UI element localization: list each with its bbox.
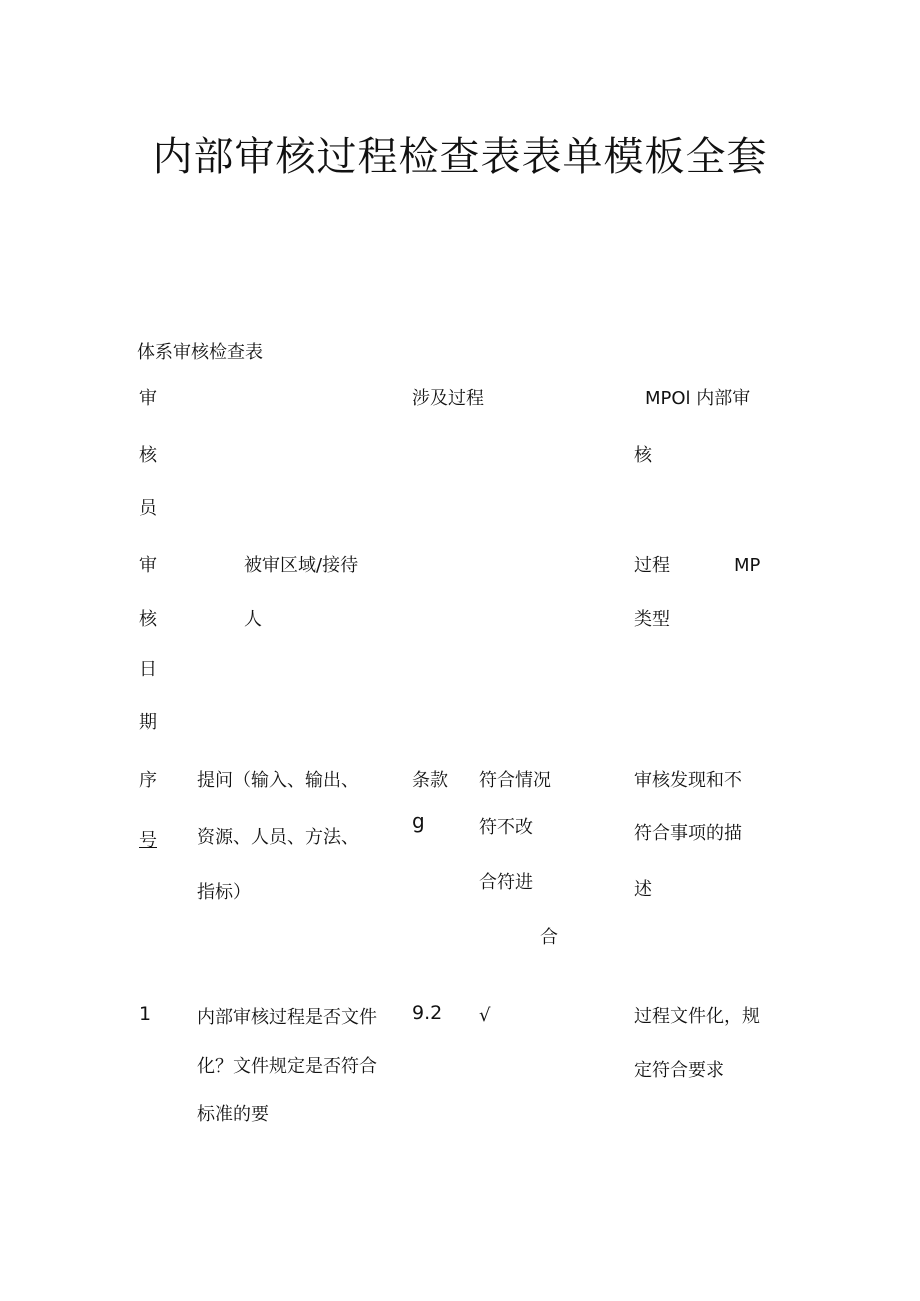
header-conformity-line: 符不改 [479, 817, 533, 838]
header-finding-line: 述 [634, 879, 652, 900]
form-name: 体系审核检查表 [137, 342, 263, 363]
header-conformity-line: 合 [540, 927, 558, 948]
audit-date-label-char: 审 [139, 555, 157, 576]
header-clause-line: g [412, 809, 425, 833]
header-clause-line: 条款 [412, 770, 448, 791]
header-question-line: 提问（输入、输出、 [197, 770, 359, 791]
row-question-line: 化？文件规定是否符合 [197, 1056, 377, 1077]
header-question-line: 资源、人员、方法、 [197, 827, 359, 848]
process-label: 涉及过程 [412, 388, 484, 409]
process-type-value: MP [734, 555, 761, 576]
auditor-label-char: 审 [139, 388, 157, 409]
audit-date-label-char: 日 [139, 659, 157, 680]
auditor-label-char: 员 [139, 498, 157, 519]
page-title: 内部审核过程检查表表单模板全套 [152, 134, 768, 180]
row-clause: 9.2 [412, 1002, 443, 1024]
header-seq-line: 号 [139, 830, 157, 851]
process-type-label-line: 类型 [634, 609, 670, 630]
process-value-line: MPOl 内部审 [645, 388, 751, 409]
audit-date-label-char: 核 [139, 609, 157, 630]
row-question-line: 标准的要 [197, 1104, 269, 1125]
header-seq-line: 序 [139, 770, 157, 791]
header-conformity-line: 符合情况 [479, 770, 551, 791]
row-finding-line: 过程文件化，规 [634, 1006, 760, 1027]
header-finding-line: 符合事项的描 [634, 823, 742, 844]
row-question-line: 内部审核过程是否文件 [197, 1007, 377, 1028]
process-value-line: 核 [634, 445, 652, 466]
row-seq: 1 [139, 1003, 152, 1025]
row-conformity-check: √ [479, 1005, 491, 1026]
audit-date-label-char: 期 [139, 712, 157, 733]
header-finding-line: 审核发现和不 [634, 770, 742, 791]
audited-area-label-line: 人 [244, 609, 262, 630]
header-conformity-line: 合符进 [479, 872, 533, 893]
row-finding-line: 定符合要求 [634, 1060, 724, 1081]
header-question-line: 指标） [197, 882, 251, 903]
process-type-label-line: 过程 [634, 555, 670, 576]
audited-area-label-line: 被审区域/接待 [244, 555, 359, 576]
auditor-label-char: 核 [139, 445, 157, 466]
